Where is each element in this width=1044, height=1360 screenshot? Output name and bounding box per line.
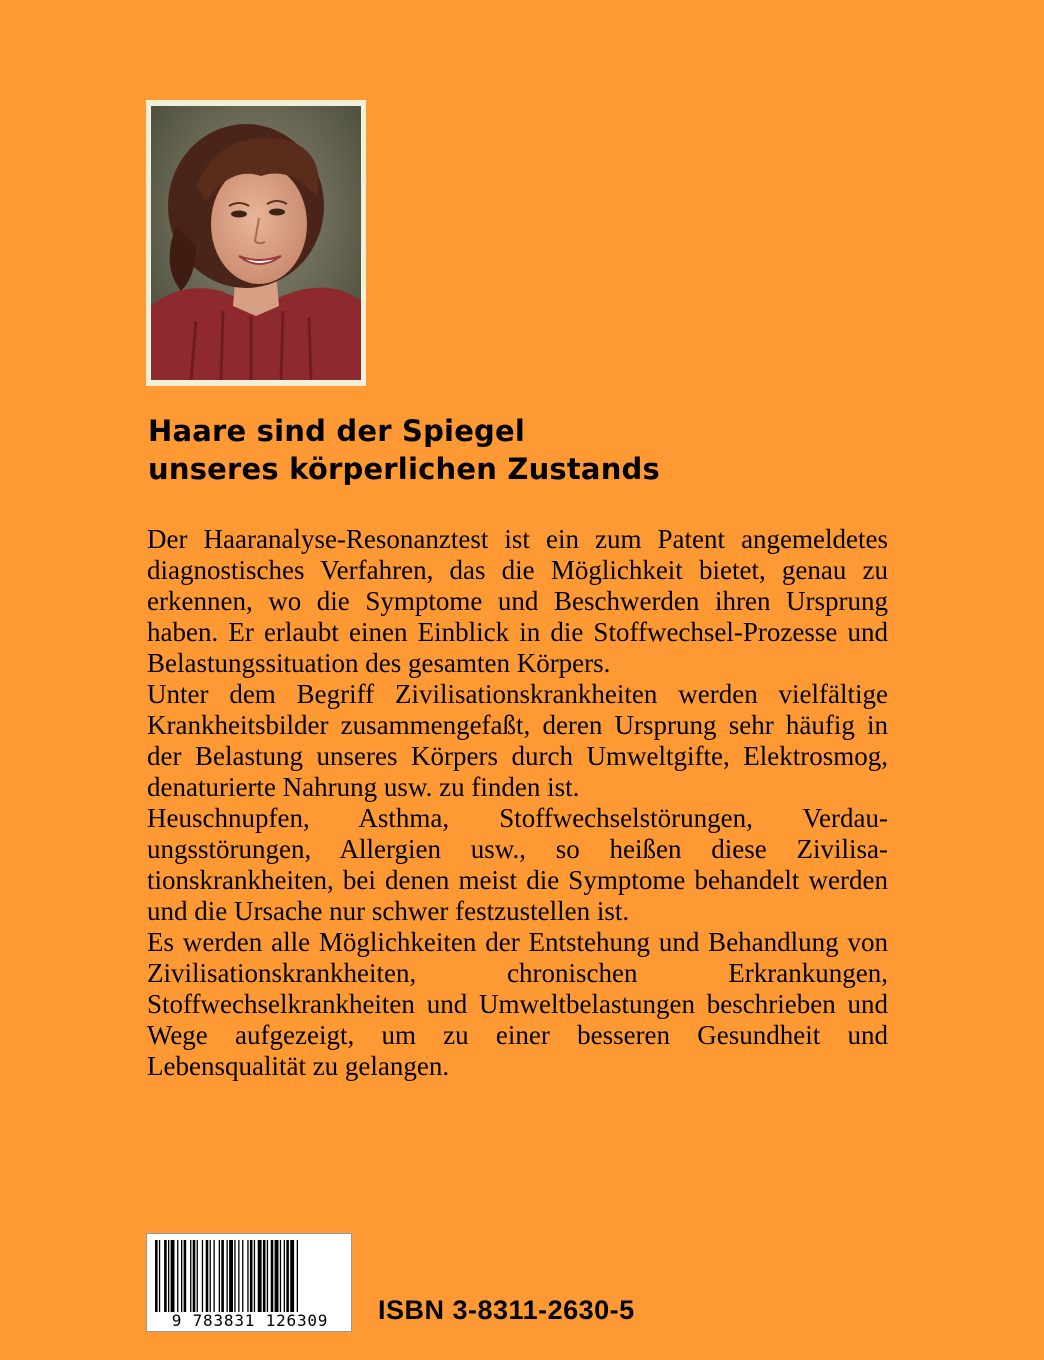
barcode-bar [197, 1240, 198, 1312]
barcode-bar [263, 1240, 266, 1312]
headline-line-1: Haare sind der Spiegel [148, 414, 526, 448]
blurb-paragraph: Der Haaranalyse-Resonanztest ist ein zum Patent angemeldetes diagnostisches Verfahren, das die Möglichkeit bietet, genau zu erkennen, wo die Symptome und Beschwerden ihren Ursprung haben. Er erlaubt einen Einblick in die Stoffwechsel-Prozesse und Belastungssituation des gesamten Körpers. [147, 524, 888, 678]
barcode-bar [202, 1240, 203, 1312]
barcode-bar [159, 1240, 160, 1312]
barcode-bar [275, 1240, 279, 1312]
blurb-paragraph: Heuschnupfen, Asthma, Stoffwechselstörungen, Verdauungsstörungen, Allergien usw., so heißen diese Zivilisationskrankheiten, bei denen meist die Symptome behandelt werden und die Ursache nur schwer festzustellen ist. [147, 803, 888, 926]
barcode-bar [254, 1240, 255, 1312]
barcode-bar [184, 1240, 187, 1312]
blurb-paragraph: Es werden alle Möglichkeiten der Entstehung und Behandlung von Zivilisationskrankheiten, chronischen Erkrankungen, Stoffwechselkrankheiten und Umweltbelastungen beschrieben und Wege aufgezeigt, um zu einer besseren Gesundheit und Lebensqualität zu gelangen. [147, 927, 888, 1081]
blurb-text [147, 524, 888, 1082]
barcode-bar [238, 1240, 239, 1312]
barcode-bar [247, 1240, 248, 1312]
barcode [146, 1233, 352, 1332]
barcode-bar [267, 1240, 268, 1312]
barcode-bar [219, 1240, 220, 1312]
barcode-bar [229, 1240, 233, 1312]
barcode-bar [206, 1240, 209, 1312]
barcode-bar [290, 1240, 294, 1312]
barcode-bar [227, 1240, 228, 1312]
barcode-bar [284, 1240, 285, 1312]
barcode-bar [214, 1240, 215, 1312]
barcode-bar [190, 1240, 191, 1312]
barcode-bar [250, 1240, 253, 1312]
headline-line-2: unseres körperlichen Zustands [148, 452, 660, 486]
barcode-bar [271, 1240, 274, 1312]
barcode-bar [286, 1240, 289, 1312]
barcode-bar [155, 1240, 158, 1312]
barcode-bar [280, 1240, 281, 1312]
barcode-bar [258, 1240, 262, 1312]
barcode-bar [193, 1240, 196, 1312]
author-portrait-image [151, 106, 361, 380]
barcode-bar [164, 1240, 167, 1312]
barcode-bar [297, 1240, 298, 1312]
isbn-number: ISBN 3-8311-2630-5 [378, 1295, 635, 1325]
barcode-bar [171, 1240, 175, 1312]
barcode-digits: 9 783831 126309 [151, 1312, 349, 1330]
barcode-bar [234, 1240, 235, 1312]
barcode-bar [221, 1240, 224, 1312]
blurb-paragraph: Unter dem Begriff Zivilisationskrankheiten werden vielfältige Krankheitsbilder zusammengefaßt, deren Ursprung sehr häufig in der Belastung unseres Körpers durch Umweltgifte, Elektrosmog, denaturierte Nahrung usw. zu finden ist. [147, 679, 888, 802]
barcode-bar [177, 1240, 178, 1312]
barcode-bar [242, 1240, 243, 1312]
barcode-bar [168, 1240, 169, 1312]
author-photo [146, 100, 366, 386]
barcode-bar [181, 1240, 182, 1312]
barcode-bar [210, 1240, 211, 1312]
headline [148, 412, 660, 488]
